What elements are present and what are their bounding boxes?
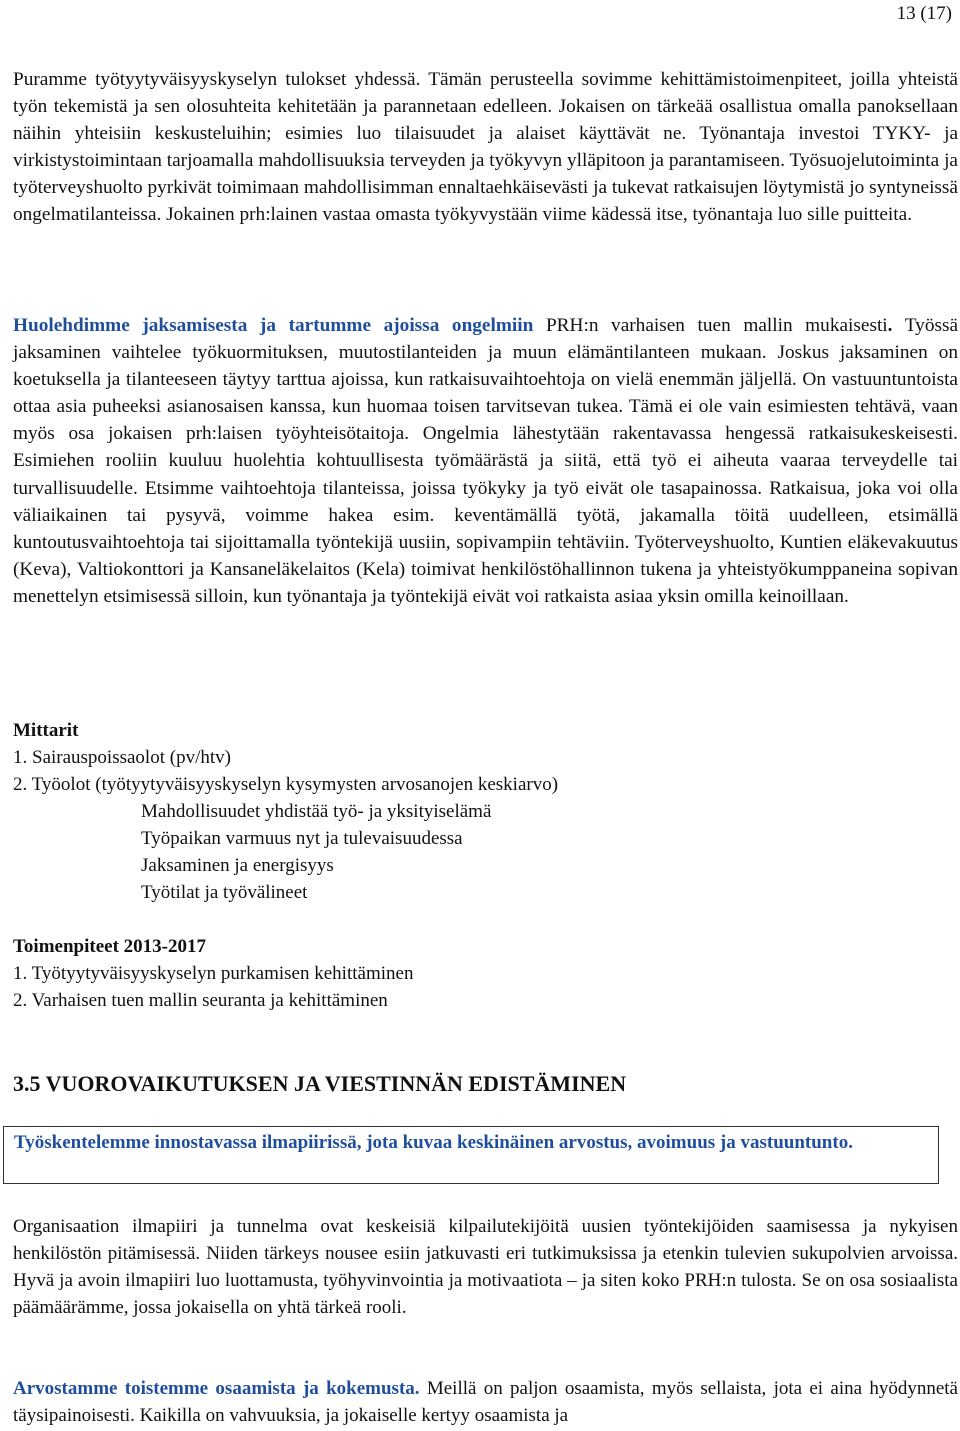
coping-after-lead: PRH:n varhaisen tuen mallin mukaisesti — [533, 315, 888, 336]
respect-paragraph — [13, 1375, 958, 1429]
mittari-subitem: Mahdollisuudet yhdistää työ- ja yksityiselämä — [141, 801, 492, 822]
mittarit-list — [13, 744, 558, 906]
toimenpiteet-list — [13, 960, 413, 1014]
toimenpide-item: 2. Varhaisen tuen mallin seuranta ja kehittäminen — [13, 990, 388, 1011]
highlight-box: Työskentelemme innostavassa ilmapiirissä, jota kuvaa keskinäinen arvostus, avoimuus ja vastuuntunto. — [3, 1126, 939, 1184]
respect-lead: Arvostamme toistemme osaamista ja kokemusta. — [13, 1378, 420, 1399]
mittari-subitem: Työpaikan varmuus nyt ja tulevaisuudessa — [141, 828, 463, 849]
coping-period: . — [887, 315, 893, 336]
respect-body: Meillä on paljon osaamista, myös sellaista, jota ei aina hyödynnetä täysipainoisesti. Kaikilla on vahvuuksia, ja jokaiselle kertyy osaamista ja — [13, 1378, 958, 1426]
coping-paragraph — [13, 312, 958, 610]
intro-paragraph: Puramme työtyytyväisyyskyselyn tulokset yhdessä. Tämän perusteella sovimme kehittämistoimenpiteet, joilla yhteistä työn tekemistä ja sen olosuhteita kehitetään ja parannetaan edelleen. Jokaisen on tärkeää osallistua omalla panoksellaan näihin yhteisiin keskusteluihin; esimies luo tilaisuudet ja alaiset käyttävät ne. Työnantaja investoi TYKY- ja virkistystoimintaan tarjoamalla mahdollisuuksia terveyden ja työkyvyn ylläpitoon ja parantamiseen. Työsuojelutoiminta ja työterveyshuolto pyrkivät toimimaan mahdollisimman ennaltaehkäisevästi ja tukevat ratkaisujen löytymistä jo syntyneissä ongelmatilanteissa. Jokainen prh:lainen vastaa omasta työkyvystään viime kädessä itse, työnantaja luo sille puitteita. — [13, 69, 958, 225]
mittari-subitem: Jaksaminen ja energisyys — [141, 855, 334, 876]
coping-lead: Huolehdimme jaksamisesta ja tartumme ajoissa ongelmiin — [13, 315, 534, 336]
coping-body: Työssä jaksaminen vaihtelee työkuormituksen, muutostilanteiden ja muun elämäntilanteen mukaan. Joskus jaksaminen on koetuksella ja tilanteeseen täytyy tarttua ajoissa, kun ratkaisuvaihtoehtoja on vielä enemmän jäljellä. On vastuuntuntoista ottaa asia puheeksi asianosaisen kanssa, kun huomaa toisen tarvitsevan tukea. Tämä ei ole vain esimiesten tehtävä, vaan myös osa jokaisen prh:laisen työyhteisötaitoja. Ongelmia lähestytään rakentavassa hengessä ratkaisukeskeisesti. Esimiehen rooliin kuuluu huolehtia kohtuullisesta työmäärästä ja siitä, että työ ei aiheuta vaaraa terveydelle tai turvallisuudelle. Etsimme vaihtoehtoja tilanteissa, joissa työkyky ja työ eivät ole tasapainossa. Ratkaisua, joka voi olla väliaikainen tai pysyvä, voimme hakea esim. keventämällä työtä, jakamalla töitä uudelleen, etsimällä kuntoutusvaihtoehtoja tai sijoittamalla työntekijä uusiin, sopivampiin tehtäviin. Työterveyshuolto, Kuntien eläkevakuutus (Keva), Valtiokonttori ja Kansaneläkelaitos (Kela) toimivat henkilöstöhallinnon tukena ja yhteistyökumppaneina sopivan menettelyn etsimisessä silloin, kun työnantaja ja työntekijä eivät voi ratkaista asiaa yksin omilla keinoillaan. — [13, 315, 959, 607]
toimenpiteet-heading: Toimenpiteet 2013-2017 — [13, 936, 206, 957]
mittari-item: 1. Sairauspoissaolot (pv/htv) — [13, 747, 231, 768]
mittari-subitem: Työtilat ja työvälineet — [141, 882, 308, 903]
page-number: 13 (17) — [896, 3, 952, 24]
toimenpide-item: 1. Työtyytyväisyyskyselyn purkamisen kehittäminen — [13, 963, 414, 984]
mittari-item: 2. Työolot (työtyytyväisyyskyselyn kysymysten arvosanojen keskiarvo) — [13, 774, 559, 795]
atmosphere-paragraph: Organisaation ilmapiiri ja tunnelma ovat keskeisiä kilpailutekijöitä uusien työntekijöiden saamisessa ja nykyisen henkilöstön pitämisessä. Niiden tärkeys nousee esiin jatkuvasti eri tutkimuksissa ja etenkin tulevien sukupolvien arvoissa. Hyvä ja avoin ilmapiiri luo luottamusta, työhyvinvointia ja motivaatiota – ja siten koko PRH:n tulosta. Se on osa sosiaalista päämäärämme, jossa jokaisella on yhtä tärkeä rooli. — [13, 1216, 958, 1318]
section-heading: 3.5 VUOROVAIKUTUKSEN JA VIESTINNÄN EDISTÄMINEN — [13, 1071, 627, 1096]
mittarit-heading: Mittarit — [13, 720, 79, 741]
